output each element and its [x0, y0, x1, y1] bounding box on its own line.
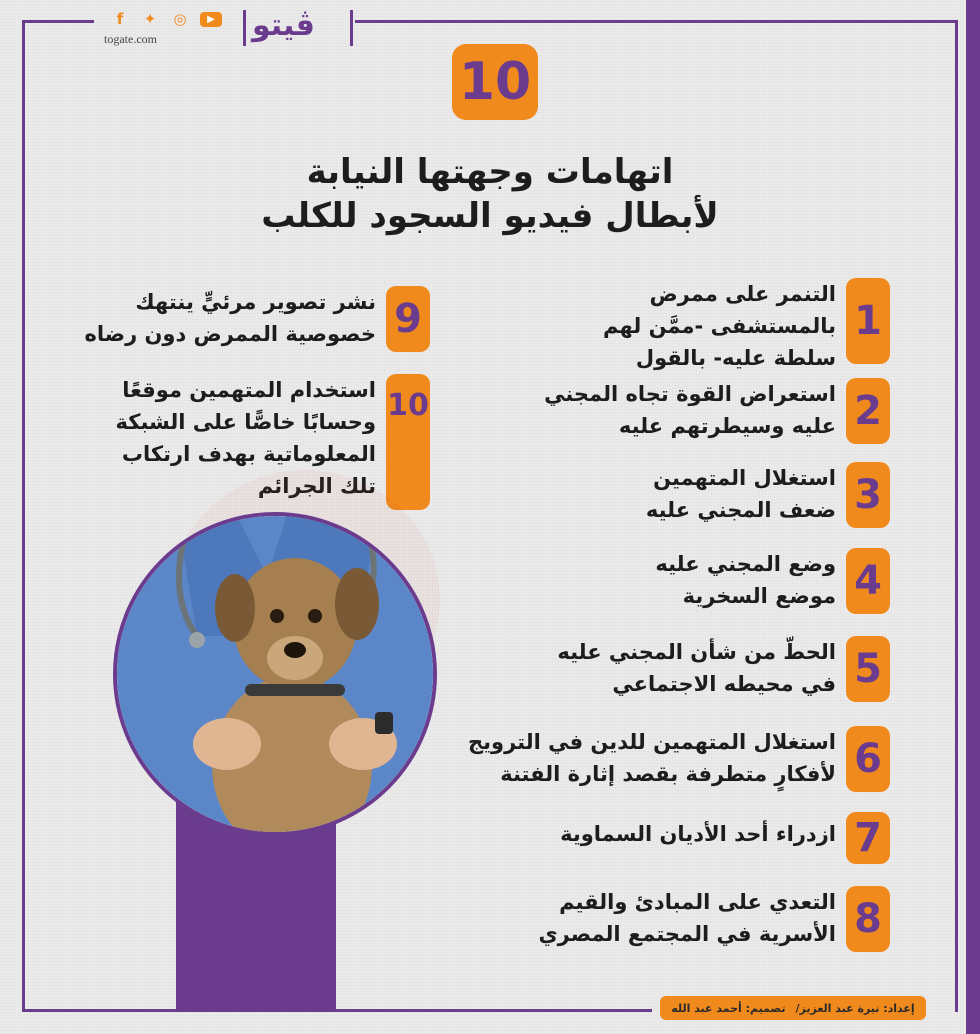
brand-separator	[243, 10, 246, 46]
item-line: التعدي على المبادئ والقيم	[559, 890, 836, 914]
title-line-2: لأبطال فيديو السجود للكلب	[261, 196, 719, 236]
facebook-icon[interactable]: f	[116, 10, 124, 28]
item-line: نشر تصوير مرئيٍّ ينتهك	[135, 290, 376, 314]
twitter-icon[interactable]: ✦	[143, 10, 157, 28]
accusation-item-3	[480, 462, 890, 528]
accusation-item-6	[468, 726, 890, 792]
dog-photo-illustration	[117, 516, 433, 832]
item-line: استعراض القوة تجاه المجني	[544, 382, 836, 406]
vet-with-dog-photo	[113, 512, 437, 836]
item-line: موضع السخرية	[682, 584, 836, 608]
frame-top-line	[355, 20, 958, 23]
brand-logo[interactable]: ڤيتو	[252, 8, 315, 43]
accusation-item-9	[60, 286, 430, 352]
item-number-badge: 10	[386, 374, 430, 510]
item-text	[603, 278, 846, 374]
credits-bar	[660, 996, 926, 1020]
accusation-item-7	[480, 812, 890, 864]
item-line: عليه وسيطرتهم عليه	[618, 414, 836, 438]
accusation-item-8	[480, 886, 890, 952]
credits-prepared: إعداد: نيرة عبد العزيز/	[795, 1001, 915, 1015]
item-text	[468, 726, 846, 790]
item-line: لأفكارٍ متطرفة بقصد إثارة الفتنة	[500, 762, 836, 786]
item-line: استغلال المتهمين للدين في الترويج	[468, 730, 836, 754]
item-line: بالمستشفى -ممَّن لهم	[603, 314, 836, 338]
brand-header	[100, 6, 350, 46]
frame-right-line	[955, 20, 958, 1012]
frame-bottom-line	[22, 1009, 652, 1012]
site-url[interactable]: togate.com	[104, 32, 157, 46]
item-line: المعلوماتية بهدف ارتكاب	[121, 442, 376, 466]
item-line: سلطة عليه- بالقول	[635, 346, 836, 370]
header-number-badge: 10	[452, 44, 538, 120]
item-line: خصوصية الممرض دون رضاه	[84, 322, 376, 346]
item-number-badge: 6	[846, 726, 890, 792]
item-text	[85, 286, 387, 350]
credits-design: تصميم: أحمد عبد الله	[671, 1001, 786, 1015]
item-number-badge: 1	[846, 278, 890, 364]
item-number-badge: 2	[846, 378, 890, 444]
item-line: ازدراء أحد الأديان السماوية	[560, 822, 836, 846]
item-text	[560, 812, 846, 850]
item-number-badge: 4	[846, 548, 890, 614]
social-links	[110, 10, 222, 28]
accusation-item-5	[480, 636, 890, 702]
brand-separator-end	[350, 10, 353, 46]
accusation-item-2	[480, 378, 890, 444]
item-number-badge: 3	[846, 462, 890, 528]
item-line: وحسابًا خاصًّا على الشبكة	[115, 410, 376, 434]
accusation-item-4	[480, 548, 890, 614]
item-text	[557, 636, 846, 700]
youtube-icon[interactable]: ▶	[200, 12, 222, 27]
item-text	[538, 886, 846, 950]
accusation-item-1	[480, 278, 890, 374]
item-text	[544, 378, 846, 442]
item-text	[655, 548, 846, 612]
item-number-badge: 8	[846, 886, 890, 952]
instagram-icon[interactable]: ◎	[173, 10, 187, 28]
item-line: استخدام المتهمين موقعًا	[122, 378, 376, 402]
item-text	[646, 462, 846, 526]
right-accent-bar	[966, 0, 980, 1034]
item-line: وضع المجني عليه	[655, 552, 836, 576]
item-number-badge: 5	[846, 636, 890, 702]
item-line: استغلال المتهمين	[653, 466, 836, 490]
frame-left-line	[22, 20, 25, 1012]
item-number-badge: 7	[846, 812, 890, 864]
item-line: تلك الجرائم	[257, 474, 376, 498]
item-number-badge: 9	[386, 286, 430, 352]
page-title	[160, 150, 820, 238]
frame-top-left-line	[22, 20, 94, 23]
item-line: ضعف المجني عليه	[645, 498, 836, 522]
item-line: التنمر على ممرض	[649, 282, 836, 306]
item-line: الأسرية في المجتمع المصري	[538, 922, 836, 946]
title-line-1: اتهامات وجهتها النيابة	[306, 152, 674, 192]
item-line: الحطّ من شأن المجني عليه	[557, 640, 836, 664]
item-line: في محيطه الاجتماعي	[612, 672, 836, 696]
